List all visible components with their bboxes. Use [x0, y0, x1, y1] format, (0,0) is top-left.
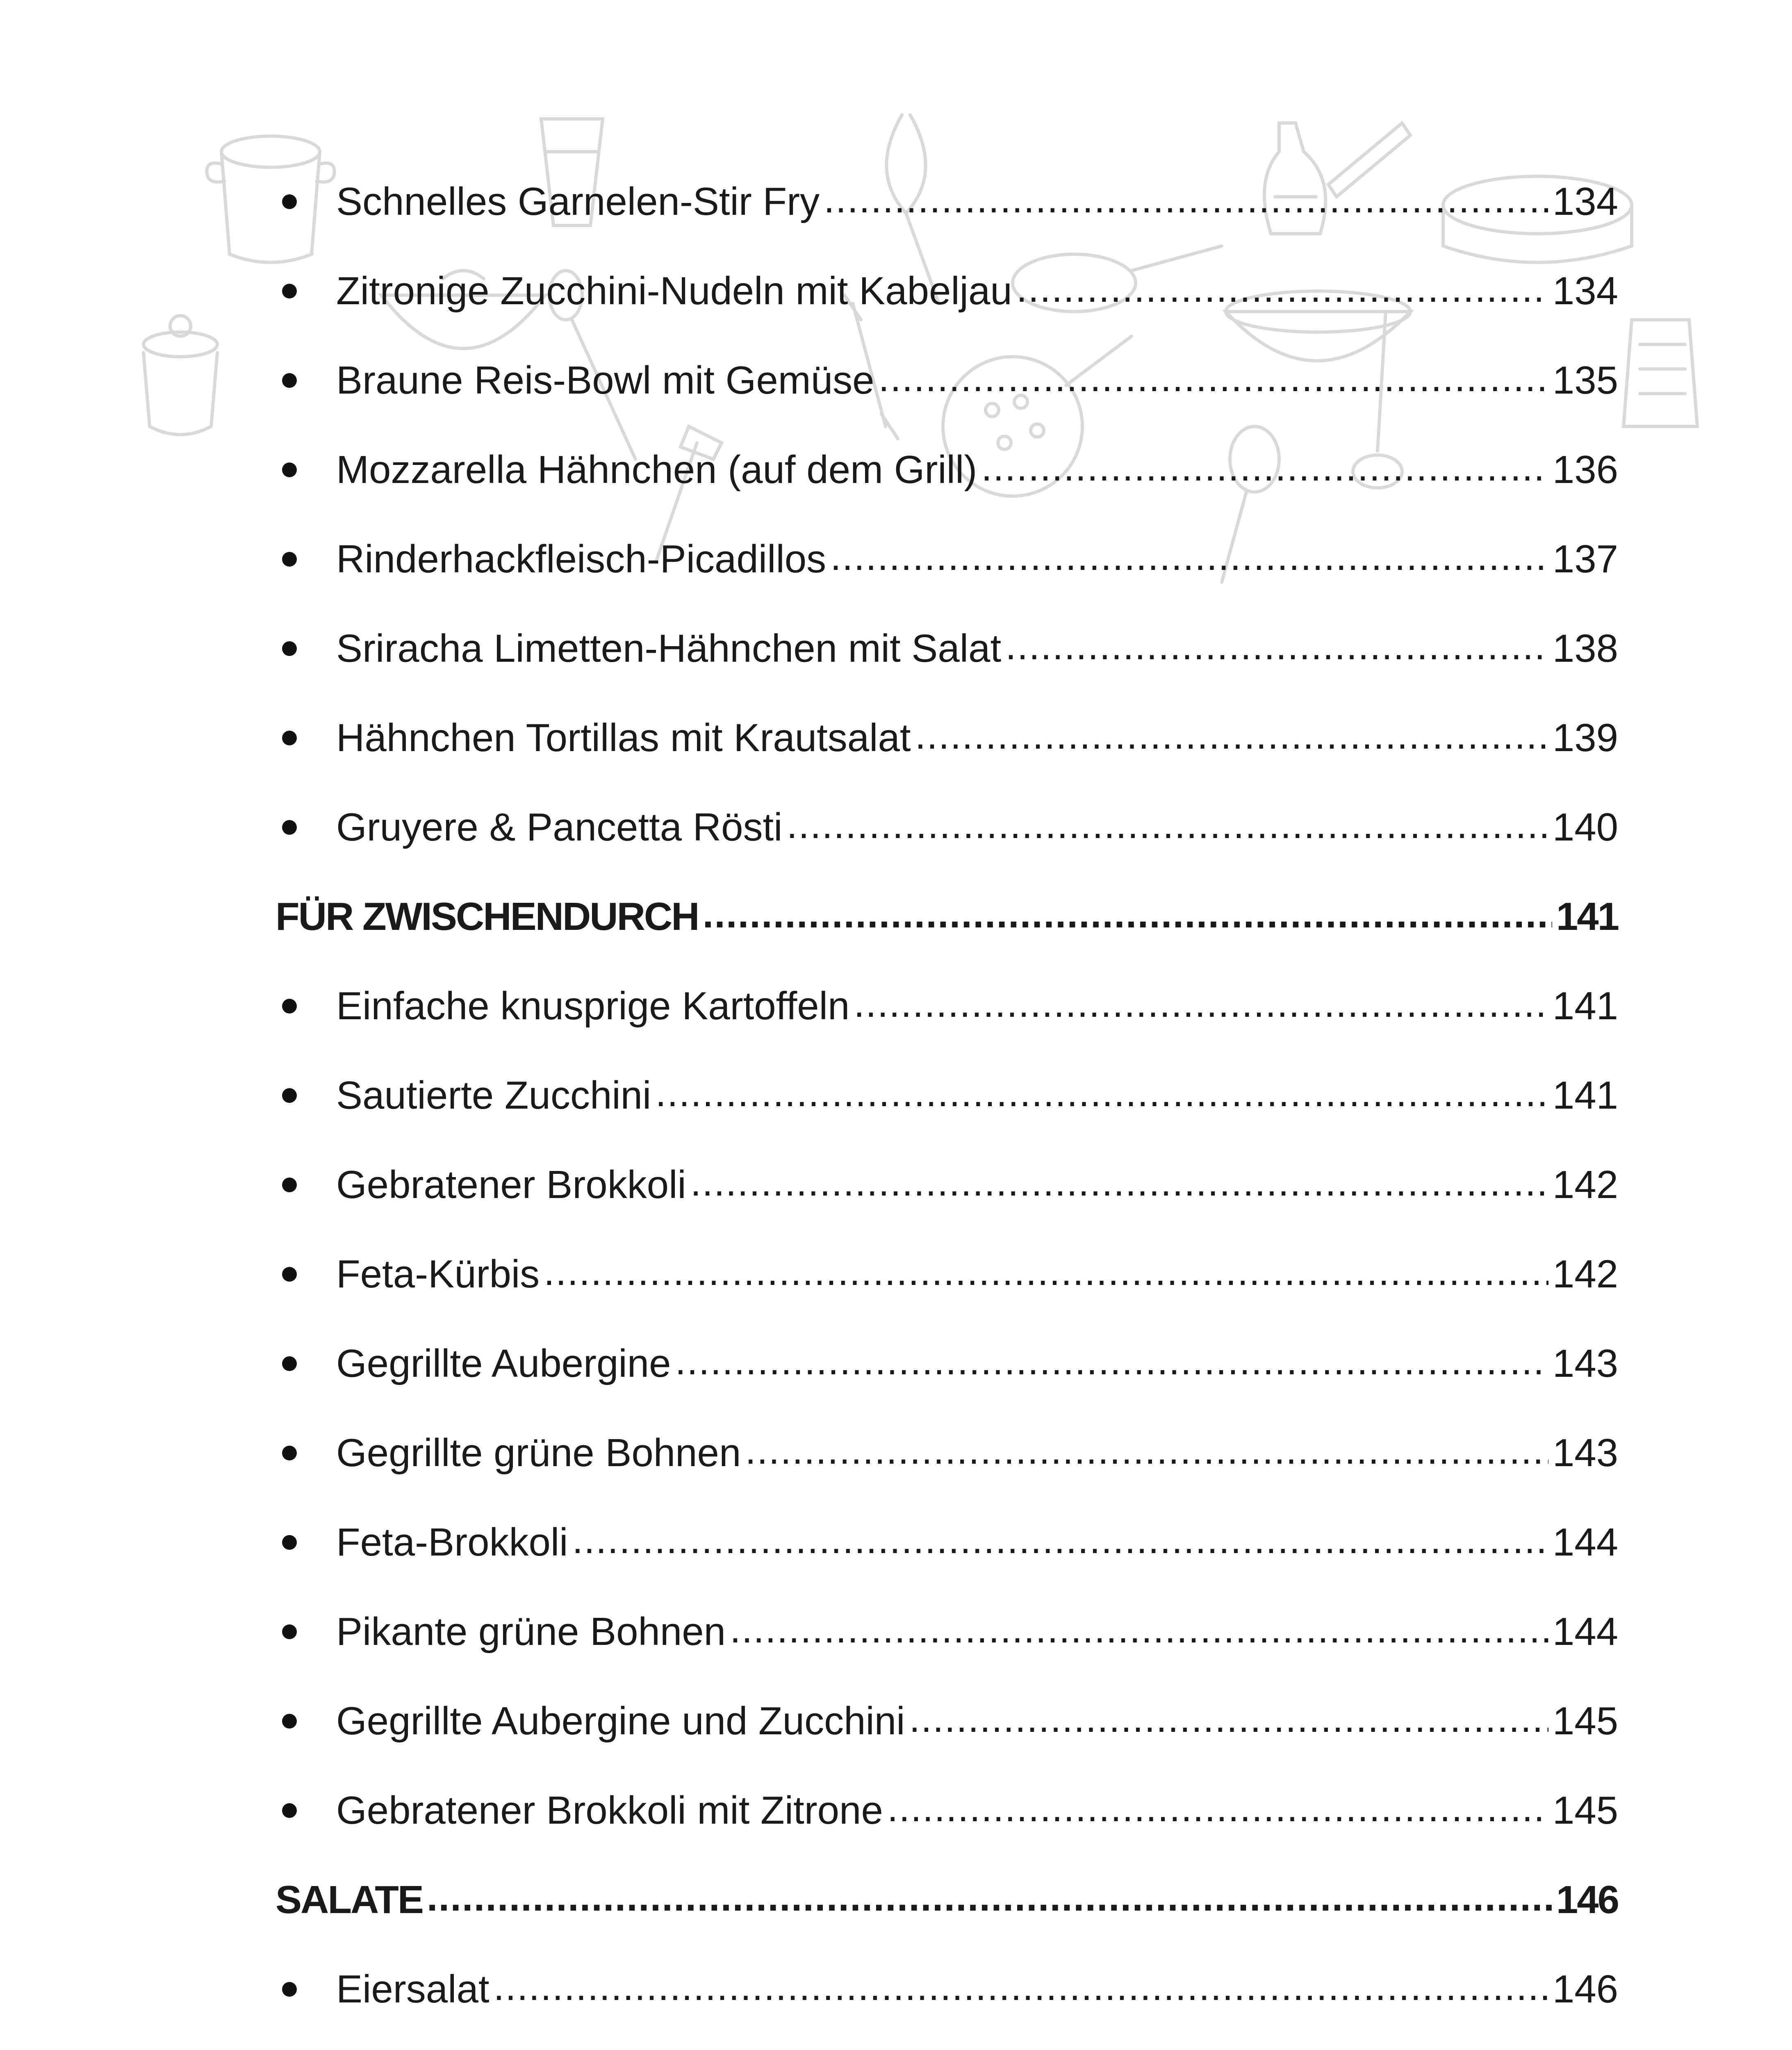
toc-entry[interactable]	[276, 1230, 1618, 1319]
page-number: 134	[1552, 269, 1618, 313]
page-number: 146	[1552, 1967, 1618, 2011]
entry-title: Rinderhackfleisch-Picadillos	[336, 537, 827, 581]
page-number: 135	[1552, 358, 1618, 402]
dot-leader	[854, 986, 1548, 1026]
page-number: 144	[1552, 1610, 1618, 1654]
toc-section-heading[interactable]	[276, 1855, 1618, 1945]
page-number: 139	[1552, 716, 1618, 760]
page-number: 143	[1552, 1342, 1618, 1385]
dot-leader	[915, 718, 1548, 758]
toc-entry[interactable]	[276, 604, 1618, 693]
bullet-icon	[282, 1178, 297, 1192]
toc-entry[interactable]	[276, 2034, 1618, 2050]
toc-entry[interactable]	[276, 157, 1618, 246]
toc-entry[interactable]	[276, 1766, 1618, 1855]
bullet-icon	[282, 1088, 297, 1103]
dot-leader	[878, 361, 1548, 400]
bullet-icon	[282, 731, 297, 745]
dot-leader	[745, 1433, 1548, 1473]
toc-entry[interactable]	[276, 1945, 1618, 2034]
entry-title: Pikante grüne Bohnen	[336, 1610, 726, 1654]
entry-title: Gegrillte grüne Bohnen	[336, 1431, 741, 1475]
dot-leader	[427, 1880, 1552, 1920]
toc-entry[interactable]	[276, 1140, 1618, 1230]
toc-entry[interactable]	[276, 1319, 1618, 1408]
bullet-icon	[282, 462, 297, 477]
page-number: 140	[1552, 805, 1618, 849]
bullet-icon	[282, 1624, 297, 1639]
dot-leader	[544, 1255, 1548, 1294]
entry-title: Eiersalat	[336, 1967, 490, 2011]
toc-entry[interactable]	[276, 1498, 1618, 1587]
dot-leader	[675, 1344, 1548, 1383]
toc-section-heading[interactable]	[276, 872, 1618, 961]
table-of-contents	[276, 157, 1618, 2050]
toc-entry[interactable]	[276, 693, 1618, 783]
section-title: SALATE	[276, 1878, 423, 1922]
bullet-icon	[282, 1803, 297, 1818]
entry-title: Sriracha Limetten-Hähnchen mit Salat	[336, 626, 1002, 670]
entry-title: Gruyere & Pancetta Rösti	[336, 805, 783, 849]
dot-leader	[887, 1791, 1548, 1830]
section-title: FÜR ZWISCHENDURCH	[276, 895, 699, 938]
dot-leader	[572, 1523, 1548, 1562]
entry-title: Hähnchen Tortillas mit Krautsalat	[336, 716, 911, 760]
toc-entry[interactable]	[276, 1408, 1618, 1498]
bullet-icon	[282, 1267, 297, 1282]
page-number: 136	[1552, 448, 1618, 492]
toc-entry[interactable]	[276, 515, 1618, 604]
toc-entry[interactable]	[276, 246, 1618, 336]
toc-entry[interactable]	[276, 425, 1618, 515]
page-number: 144	[1552, 1520, 1618, 1564]
entry-title: Zitronige Zucchini-Nudeln mit Kabeljau	[336, 269, 1012, 313]
page-number: 137	[1552, 537, 1618, 581]
dot-leader	[830, 540, 1548, 579]
dot-leader	[655, 1076, 1548, 1115]
page-number: 142	[1552, 1252, 1618, 1296]
page-number: 141	[1556, 895, 1618, 938]
toc-entry[interactable]	[276, 961, 1618, 1051]
bullet-icon	[282, 1535, 297, 1550]
page-number: 146	[1556, 1878, 1618, 1922]
covered-pot-icon	[143, 316, 217, 435]
toc-entry[interactable]	[276, 1051, 1618, 1140]
bullet-icon	[282, 1356, 297, 1371]
entry-title: Gegrillte Aubergine und Zucchini	[336, 1699, 905, 1743]
dot-leader	[786, 808, 1548, 847]
page-number: 141	[1552, 984, 1618, 1028]
page-number: 142	[1552, 1163, 1618, 1207]
entry-title: Einfache knusprige Kartoffeln	[336, 984, 850, 1028]
dot-leader	[909, 1702, 1548, 1741]
bullet-icon	[282, 820, 297, 835]
dot-leader	[1016, 271, 1548, 311]
page-number: 145	[1552, 1699, 1618, 1743]
toc-entry[interactable]	[276, 1676, 1618, 1766]
bullet-icon	[282, 641, 297, 656]
dot-leader	[494, 1970, 1548, 2009]
dot-leader	[1005, 629, 1548, 668]
entry-title: Sautierte Zucchini	[336, 1073, 651, 1117]
entry-title: Gebratener Brokkoli	[336, 1163, 686, 1207]
page-number: 145	[1552, 1788, 1618, 1832]
toc-entry[interactable]	[276, 783, 1618, 872]
dot-leader	[690, 1165, 1548, 1205]
toc-entry[interactable]	[276, 336, 1618, 425]
page-number: 143	[1552, 1431, 1618, 1475]
bullet-icon	[282, 552, 297, 567]
page-number: 138	[1552, 626, 1618, 670]
dot-leader	[981, 450, 1548, 490]
bullet-icon	[282, 1982, 297, 1997]
bullet-icon	[282, 1714, 297, 1729]
bullet-icon	[282, 373, 297, 388]
bullet-icon	[282, 284, 297, 298]
entry-title: Mozzarella Hähnchen (auf dem Grill)	[336, 448, 977, 492]
grater-icon	[1624, 320, 1697, 426]
bullet-icon	[282, 1446, 297, 1460]
entry-title: Braune Reis-Bowl mit Gemüse	[336, 358, 874, 402]
bullet-icon	[282, 999, 297, 1014]
dot-leader	[824, 182, 1548, 221]
entry-title: Gegrillte Aubergine	[336, 1342, 671, 1385]
dot-leader	[703, 897, 1552, 936]
entry-title: Gebratener Brokkoli mit Zitrone	[336, 1788, 883, 1832]
entry-title: Feta-Kürbis	[336, 1252, 540, 1296]
page-number: 134	[1552, 180, 1618, 223]
entry-title: Schnelles Garnelen-Stir Fry	[336, 180, 820, 223]
page-number: 141	[1552, 1073, 1618, 1117]
bullet-icon	[282, 194, 297, 209]
dot-leader	[730, 1612, 1548, 1651]
toc-entry[interactable]	[276, 1587, 1618, 1676]
entry-title: Feta-Brokkoli	[336, 1520, 568, 1564]
